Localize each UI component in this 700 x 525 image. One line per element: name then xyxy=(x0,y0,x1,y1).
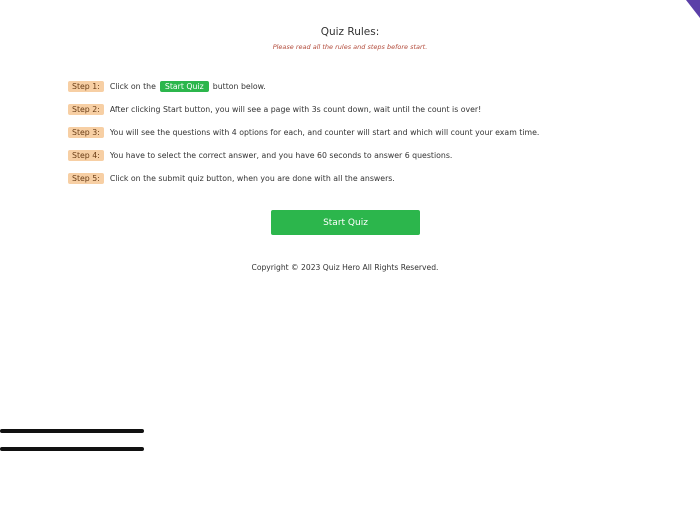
rule-step-3 xyxy=(68,124,668,140)
step-badge: Step 3: xyxy=(68,127,104,138)
rule-text: After clicking Start button, you will see a page with 3s count down, wait until the count is over! xyxy=(109,104,482,114)
page-subtitle: Please read all the rules and steps before start. xyxy=(272,43,428,51)
rules-list xyxy=(68,78,668,193)
page-title: Quiz Rules: xyxy=(320,26,380,38)
step-badge: Step 1: xyxy=(68,81,104,92)
rule-step-4 xyxy=(68,147,668,163)
rule-step-5 xyxy=(68,170,668,186)
hamburger-icon[interactable] xyxy=(0,429,144,455)
copyright-text: Copyright © 2023 Quiz Hero All Rights Reserved. xyxy=(251,263,439,272)
rule-step-2 xyxy=(68,101,668,117)
rule-text: Click on the xyxy=(109,81,156,91)
corner-accent xyxy=(686,0,700,18)
start-quiz-button[interactable]: Start Quiz xyxy=(271,210,420,235)
rule-step-1 xyxy=(68,78,668,94)
rule-text: You will see the questions with 4 options for each, and counter will start and which will count your exam time. xyxy=(109,127,540,137)
step-badge: Step 4: xyxy=(68,150,104,161)
step-badge: Step 5: xyxy=(68,173,104,184)
hamburger-bar xyxy=(0,447,144,451)
step-badge: Step 2: xyxy=(68,104,104,115)
rule-text: button below. xyxy=(212,81,266,91)
hamburger-bar xyxy=(0,429,144,433)
inline-start-quiz-label: Start Quiz xyxy=(160,81,209,92)
rule-text: You have to select the correct answer, and you have 60 seconds to answer 6 questions. xyxy=(109,150,453,160)
rule-text: Click on the submit quiz button, when you are done with all the answers. xyxy=(109,173,395,183)
